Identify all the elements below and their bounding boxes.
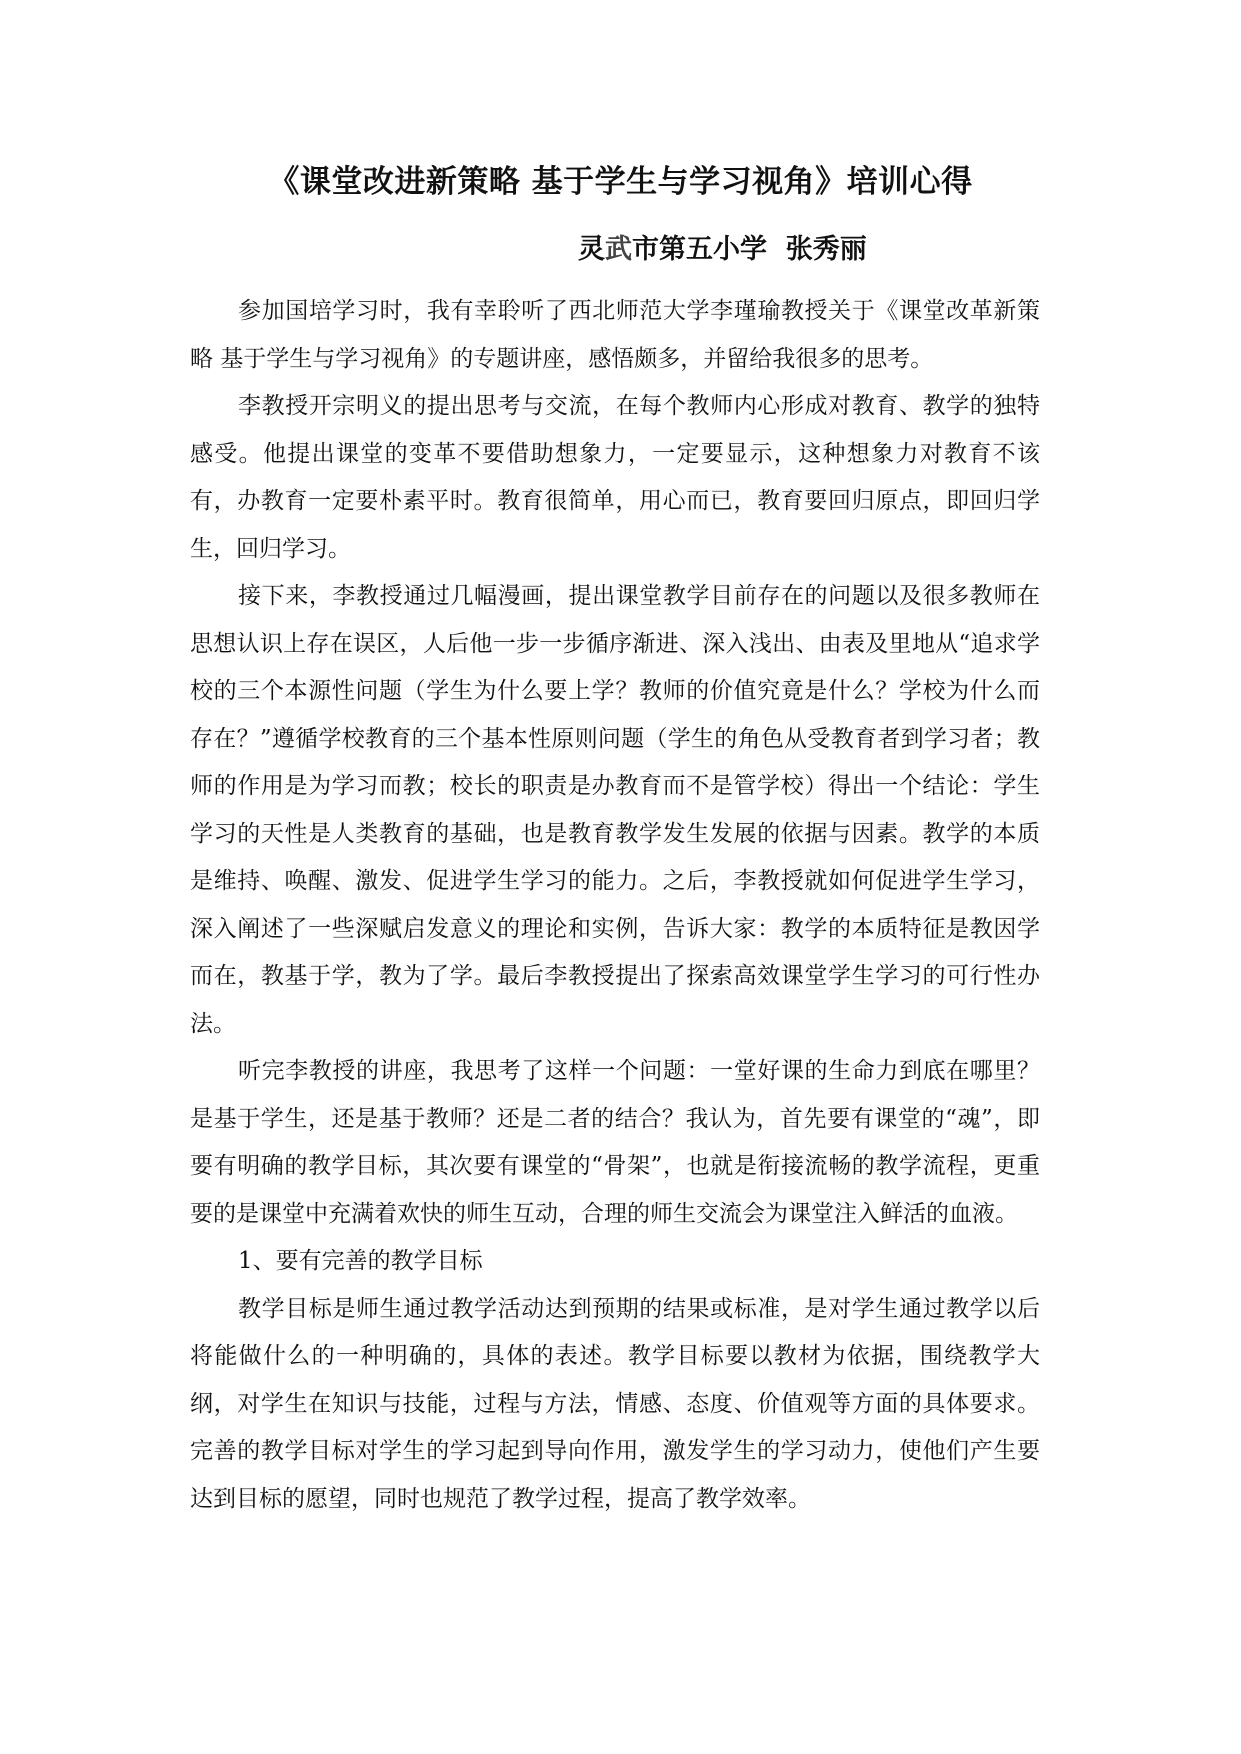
paragraph-teaching-goals: 教学目标是师生通过教学活动达到预期的结果或标准，是对学生通过教学以后将能做什么的一种明确的，具体的表述。教学目标要以教材为依据，围绕教学大纲，对学生在知识与技能，过程与方法，情感、态度、价值观等方面的具体要求。完善的教学目标对学生的学习起到导向作用，激发学生的学习动力，使他们产生要达到目标的愿望，同时也规范了教学过程，提高了教学效率。: [190, 1295, 1040, 1512]
paragraph-reflection: 听完李教授的讲座，我思考了这样一个问题：一堂好课的生命力到底在哪里？是基于学生，还是基于教师？还是二者的结合？我认为，首先要有课堂的“魂”，即要有明确的教学目标，其次要有课堂的“骨架”，也就是衔接流畅的教学流程，更重要的是课堂中充满着欢快的师生互动，合理的师生交流会为课堂注入鲜活的血液。: [190, 1058, 1040, 1227]
paragraph-lecture-opening: 李教授开宗明义的提出思考与交流，在每个教师内心形成对教育、教学的独特感受。他提出课堂的变革不要借助想象力，一定要显示，这种想象力对教育不该有，办教育一定要朴素平时。教育很简单，用心而已，教育要回归原点，即回归学生，回归学习。: [190, 393, 1040, 562]
paragraph-intro: 参加国培学习时，我有幸聆听了西北师范大学李瑾瑜教授关于《课堂改革新策略 基于学生与学习视角》的专题讲座，感悟颇多，并留给我很多的思考。: [190, 298, 1040, 372]
author-text-part-1: 灵: [578, 234, 605, 265]
author-line: [578, 230, 867, 270]
author-text-part-2: 武: [605, 234, 632, 265]
document-body: [190, 288, 1040, 1523]
document-title: 《课堂改进新策略 基于学生与学习视角》培训心得: [268, 164, 973, 200]
section-heading-1: 1、要有完善的教学目标: [238, 1248, 483, 1274]
author-text-part-3: 市第五小学 张秀丽: [632, 234, 867, 265]
paragraph-lecture-content: 接下来，李教授通过几幅漫画，提出课堂教学目前存在的问题以及很多教师在思想认识上存在误区，人后他一步一步循序渐进、深入浅出、由表及里地从“追求学校的三个本源性问题（学生为什么要上学？教师的价值究竟是什么？学校为什么而存在？”遵循学校教育的三个基本性原则问题（学生的角色从受教育者到学习者；教师的作用是为学习而教；校长的职责是办教育而不是管学校）得出一个结论：学生学习的天性是人类教育的基础，也是教育教学发生发展的依据与因素。教学的本质是维持、唤醒、激发、促进学生学习的能力。之后，李教授就如何促进学生学习，深入阐述了一些深赋启发意义的理论和实例，告诉大家：教学的本质特征是教因学而在，教基于学，教为了学。最后李教授提出了探索高效课堂学生学习的可行性办法。: [190, 583, 1040, 1037]
